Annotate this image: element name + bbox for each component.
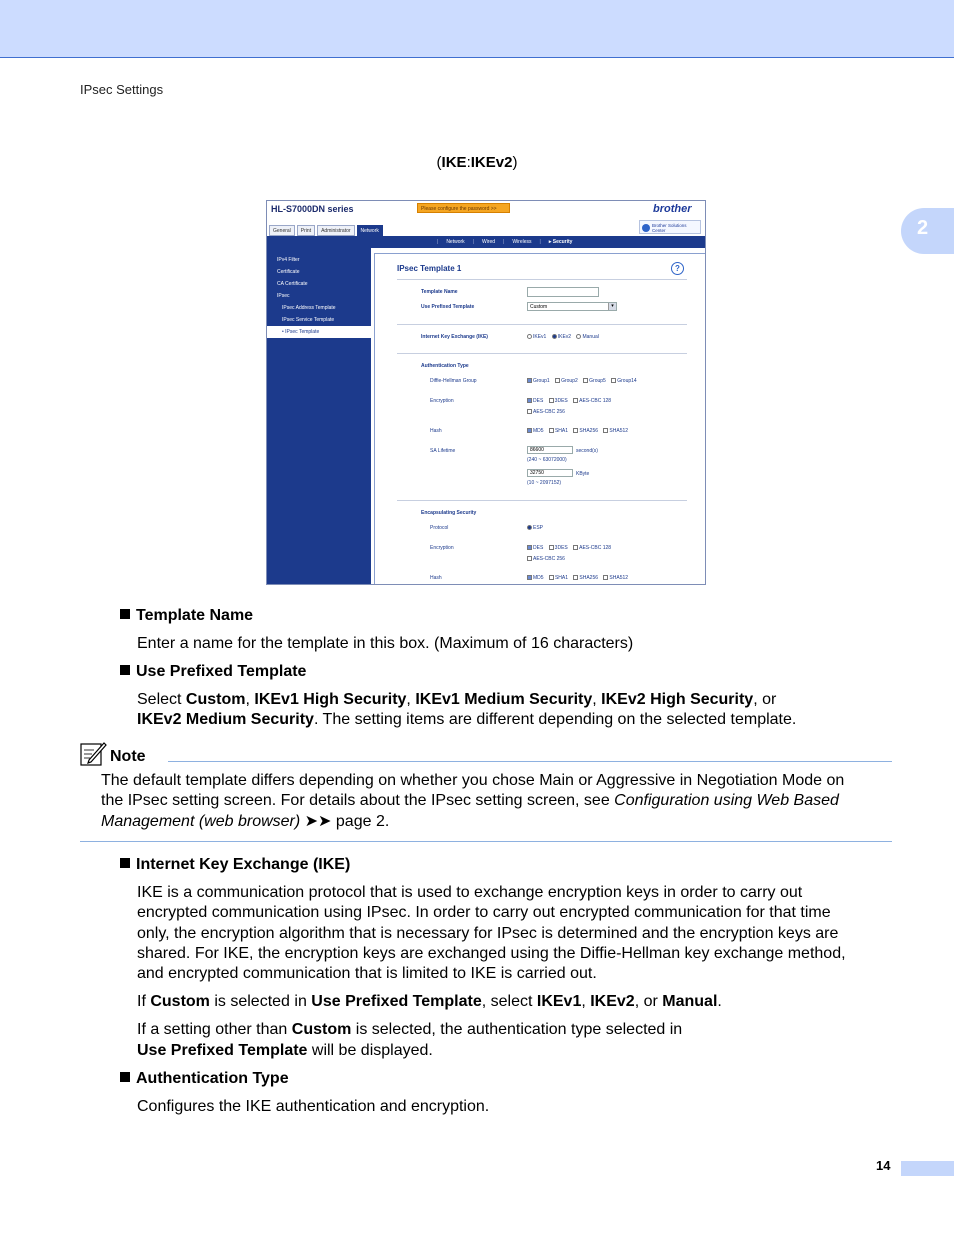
solutions-center-link[interactable]: Brother Solutions Center (639, 220, 701, 234)
checkbox-encap-sha512[interactable] (603, 575, 608, 580)
auth-type-text: Configures the IKE authentication and encryption. (137, 1098, 490, 1115)
divider (397, 324, 687, 325)
note-line3: Management (web browser) ➤➤ page 2. (101, 813, 390, 830)
note-rule-bottom (80, 841, 892, 842)
sidebar-item-ipsec-template[interactable]: • IPsec Template (267, 326, 371, 338)
checkbox-sha1[interactable] (549, 428, 554, 433)
auth-type-label: Authentication Type (421, 363, 469, 369)
checkbox-group14[interactable] (611, 378, 616, 383)
sidebar-item-ipsec-service-template[interactable]: IPsec Service Template (282, 317, 335, 323)
divider (397, 500, 687, 501)
ike-text-line5: and encrypted communication that is limited to IKE is carried out. (137, 965, 597, 982)
sidebar-item-ipv4-filter[interactable]: IPv4 Filter (277, 257, 300, 263)
checkbox-sha512[interactable] (603, 428, 608, 433)
note-label: Note (110, 748, 146, 765)
checkbox-encap-3des[interactable] (549, 545, 554, 550)
subnav-wireless[interactable]: Wireless (512, 239, 532, 245)
checkbox-aes256[interactable] (527, 409, 532, 414)
checkbox-sha256[interactable] (573, 428, 578, 433)
ike-text-para3-line1: If a setting other than Custom is selected, the authentication type selected in (137, 1021, 683, 1038)
tab-administrator[interactable]: Administrator (317, 225, 354, 236)
dh-group-options: Group1 Group2 Group5 Group14 (527, 378, 637, 384)
checkbox-encap-sha1[interactable] (549, 575, 554, 580)
note-rule-top (168, 761, 892, 762)
encryption-options-row2: AES-CBC 256 (527, 409, 565, 415)
template-name-input[interactable] (527, 287, 599, 297)
ike-label: Internet Key Exchange (IKE) (421, 334, 488, 340)
sidebar-item-certificate[interactable]: Certificate (277, 269, 300, 275)
bullet-square-icon (120, 858, 130, 868)
prefixed-text-line2: IKEv2 Medium Security. The setting items are different depending on the selected template. (137, 711, 797, 728)
sidebar-item-ca-certificate[interactable]: CA Certificate (277, 281, 308, 287)
checkbox-3des[interactable] (549, 398, 554, 403)
sa-seconds-input[interactable]: 86600 (527, 446, 573, 454)
chapter-number: 2 (917, 217, 929, 239)
bullet-authentication-type: Authentication Type (120, 1069, 289, 1089)
bullet-square-icon (120, 665, 130, 675)
ike-text-line2: encrypted communication using IPsec. In order to carry out encrypted communication for that time (137, 904, 831, 921)
checkbox-group5[interactable] (583, 378, 588, 383)
settings-panel (374, 253, 706, 585)
encap-encryption-label: Encryption (430, 545, 454, 551)
ike-text-line4: shared. For IKE, the encryption keys are exchanged using the Diffie-Hellman key exchange method, (137, 945, 846, 962)
subnav-network[interactable]: Network (446, 239, 465, 245)
note-line2: the IPsec setting screen. For details about the IPsec setting screen, see Configuration using Web Based (101, 792, 839, 809)
sidebar-item-ipsec-address-template[interactable]: IPsec Address Template (282, 305, 336, 311)
encryption-options: DES 3DES AES-CBC 128 (527, 398, 611, 404)
template-name-label: Template Name (421, 289, 458, 295)
checkbox-encap-sha256[interactable] (573, 575, 578, 580)
bullet-square-icon (120, 609, 130, 619)
chapter-tab (901, 208, 954, 254)
subnav-security[interactable]: ▸ Security (548, 239, 573, 245)
ike-options: IKEv1 IKEv2 Manual (527, 334, 599, 340)
sa-kbyte-unit: KByte (576, 471, 590, 477)
sa-kbyte-input[interactable]: 32750 (527, 469, 573, 477)
hash-options: MD5 SHA1 SHA256 SHA512 (527, 428, 628, 434)
checkbox-encap-des[interactable] (527, 545, 532, 550)
template-name-text: Enter a name for the template in this box. (Maximum of 16 characters) (137, 635, 634, 652)
figure-caption: (IKE:IKEv2) (436, 154, 518, 171)
page-reference-link[interactable]: page 2. (335, 813, 390, 830)
encap-hash-options: MD5 SHA1 SHA256 SHA512 (527, 575, 628, 581)
brother-logo: brother (653, 203, 692, 215)
page-number-tab (901, 1161, 954, 1176)
tab-network[interactable]: Network (357, 225, 383, 236)
protocol-options: ESP (527, 525, 543, 531)
ike-text-para2: If Custom is selected in Use Prefixed Template, select IKEv1, IKEv2, or Manual. (137, 993, 722, 1010)
radio-ikev2[interactable] (552, 334, 557, 339)
prefixed-template-select[interactable]: Custom ▾ (527, 302, 617, 311)
sa-seconds-unit: second(s) (576, 448, 598, 454)
checkbox-encap-md5[interactable] (527, 575, 532, 580)
hash-label: Hash (430, 428, 442, 434)
bullet-template-name: Template Name (120, 606, 253, 626)
radio-manual[interactable] (576, 334, 581, 339)
ike-text-line3: only, the encryption algorithm that is necessary for IPsec is determined and the encryption keys are (137, 925, 839, 942)
ike-text-para3-line2: Use Prefixed Template will be displayed. (137, 1042, 433, 1059)
sidebar (267, 248, 371, 585)
tab-print[interactable]: Print (297, 225, 315, 236)
note-line1: The default template differs depending on whether you chose Main or Aggressive in Negotiation Mode on (101, 772, 845, 789)
bullet-use-prefixed-template: Use Prefixed Template (120, 662, 306, 682)
tab-general[interactable]: General (269, 225, 295, 236)
checkbox-encap-aes128[interactable] (573, 545, 578, 550)
chevron-down-icon: ▾ (608, 303, 616, 310)
sub-navigation: | Network | Wired | Wireless | ▸ Security (267, 236, 706, 248)
note-pencil-icon (80, 740, 107, 767)
page-number: 14 (876, 1158, 891, 1173)
password-warning-button[interactable]: Please configure the password >> (417, 203, 510, 213)
divider (397, 279, 687, 280)
panel-title: IPsec Template 1 (397, 264, 462, 273)
header-band (0, 0, 954, 58)
double-arrow-icon: ➤➤ (300, 813, 336, 830)
protocol-label: Protocol (430, 525, 449, 531)
encryption-label: Encryption (430, 398, 454, 404)
ike-text-line1: IKE is a communication protocol that is used to exchange encryption keys in order to carry out (137, 884, 803, 901)
checkbox-group1[interactable] (527, 378, 532, 383)
prefixed-text-line1: Select Custom, IKEv1 High Security, IKEv1 Medium Security, IKEv2 High Security, or (137, 691, 777, 708)
running-head: IPsec Settings (80, 82, 164, 97)
checkbox-aes128[interactable] (573, 398, 578, 403)
sa-kbyte-range: (10 ~ 2097152) (527, 480, 562, 486)
bullet-ike: Internet Key Exchange (IKE) (120, 855, 350, 875)
checkbox-des[interactable] (527, 398, 532, 403)
encap-encryption-options: DES 3DES AES-CBC 128 (527, 545, 611, 551)
dh-group-label: Diffie-Hellman Group (430, 378, 477, 384)
checkbox-group2[interactable] (555, 378, 560, 383)
checkbox-encap-aes256[interactable] (527, 556, 532, 561)
sa-seconds-range: (240 ~ 63072000) (527, 457, 567, 463)
solutions-center-icon (642, 224, 650, 232)
checkbox-md5[interactable] (527, 428, 532, 433)
bullet-square-icon (120, 1072, 130, 1082)
encap-security-label: Encapsulating Security (421, 510, 477, 516)
radio-ikev1[interactable] (527, 334, 532, 339)
sa-lifetime-label: SA Lifetime (430, 448, 456, 454)
encap-encryption-options-row2: AES-CBC 256 (527, 556, 565, 562)
radio-esp[interactable] (527, 525, 532, 530)
main-tabs (269, 225, 383, 236)
model-name: HL-S7000DN series (271, 204, 354, 214)
use-prefixed-template-label: Use Prefixed Template (421, 304, 475, 310)
encap-hash-label: Hash (430, 575, 442, 581)
subnav-wired[interactable]: Wired (481, 239, 496, 245)
help-icon[interactable]: ? (671, 262, 684, 275)
divider (397, 353, 687, 354)
sidebar-item-ipsec[interactable]: IPsec (277, 293, 290, 299)
web-management-screenshot (266, 200, 706, 585)
